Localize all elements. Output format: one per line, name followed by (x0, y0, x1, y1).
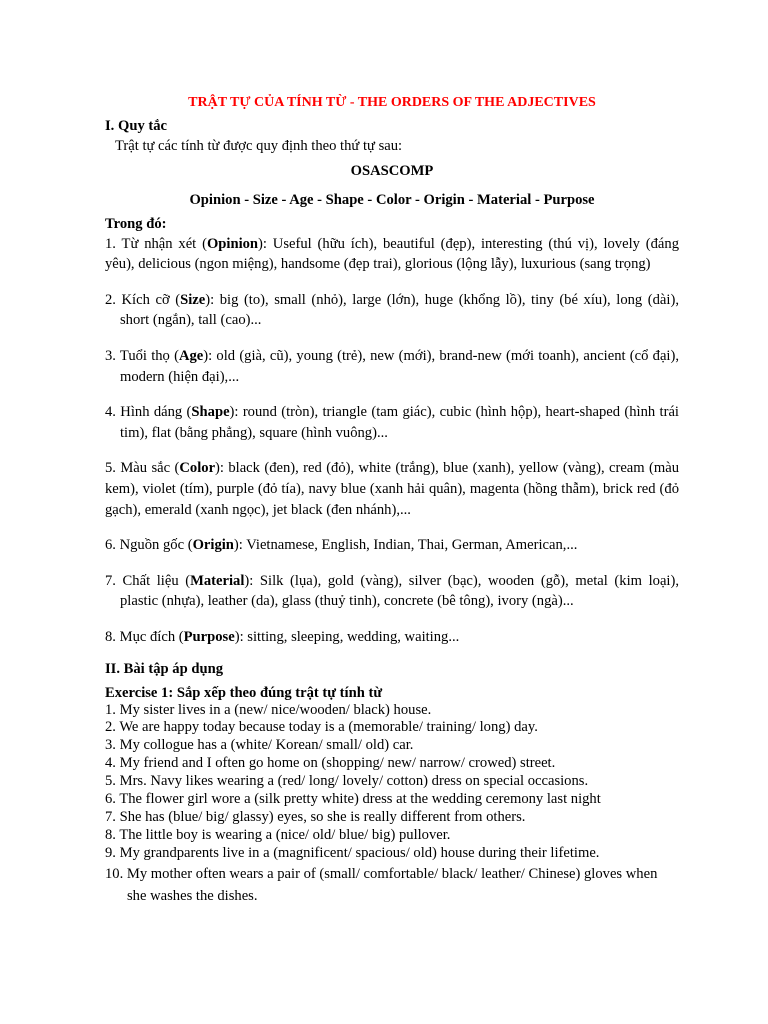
exercise-item: 5. Mrs. Navy likes wearing a (red/ long/ lovely/ cotton) dress on special occasions. (105, 773, 589, 790)
exercise-item: 9. My grandparents live in a (magnificent/ spacious/ old) house during their lifetime. (105, 844, 600, 861)
acronym: OSASCOMP (350, 162, 434, 179)
exercise-item: 8. The little boy is wearing a (nice/ old/ blue/ big) pullover. (105, 826, 451, 843)
rule-item-opinion: 1. Từ nhận xét (Opinion): Useful (hữu ích), beautiful (đẹp), interesting (thú vị), lovely (đáng yêu), delicious (ngon miệng), handsome (đẹp trai), glorious (lộng lẫy), luxurious (sang trọng) (105, 235, 679, 273)
exercise-item: 10. My mother often wears a pair of (small/ comfortable/ black/ leather/ Chinese) gloves when she washes the dishes. (105, 865, 658, 904)
document-page (105, 93, 679, 907)
rule-item-color: 5. Màu sắc (Color): black (đen), red (đỏ), white (trắng), blue (xanh), yellow (vàng), cream (màu kem), violet (tím), purple (đỏ tía), navy blue (xanh hải quân), magenta (hồng thẫm), brick red (đỏ gạch), emerald (xanh ngọc), jet black (đen nhánh),... (105, 460, 680, 518)
exercise-item: 3. My collogue has a (white/ Korean/ small/ old) car. (105, 737, 414, 754)
exercise-list (105, 702, 679, 907)
rule-item-material: 7. Chất liệu (Material): Silk (lụa), gold (vàng), silver (bạc), wooden (gỗ), metal (kim loại), plastic (nhựa), leather (da), glass (thuỷ tinh), concrete (bê tông), ivory (ngà)... (105, 572, 679, 610)
document-title: TRẬT TỰ CỦA TÍNH TỪ - THE ORDERS OF THE ADJECTIVES (188, 95, 596, 110)
where-label: Trong đó: (105, 215, 167, 232)
exercise-item: 6. The flower girl wore a (silk pretty white) dress at the wedding ceremony last night (105, 791, 601, 808)
exercise-item: 1. My sister lives in a (new/ nice/wooden/ black) house. (105, 701, 432, 718)
section-1-heading: I. Quy tắc (105, 118, 168, 134)
rule-item-size: 2. Kích cỡ (Size): big (to), small (nhỏ), large (lớn), huge (khổng lồ), tiny (bé xíu), long (dài), short (ngắn), tall (cao)... (105, 291, 679, 329)
adjective-order: Opinion - Size - Age - Shape - Color - Origin - Material - Purpose (189, 191, 595, 208)
exercise-item: 4. My friend and I often go home on (shopping/ new/ narrow/ crowed) street. (105, 755, 556, 772)
rule-item-age: 3. Tuổi thọ (Age): old (già, cũ), young (trẻ), new (mới), brand-new (mới toanh), ancient (cổ đại), modern (hiện đại),... (105, 347, 679, 385)
rule-item-shape: 4. Hình dáng (Shape): round (tròn), triangle (tam giác), cubic (hình hộp), heart-shaped (hình trái tim), flat (bằng phẳng), square (hình vuông)... (105, 404, 679, 441)
exercise-item: 2. We are happy today because today is a (memorable/ training/ long) day. (105, 719, 538, 736)
rule-intro: Trật tự các tính từ được quy định theo thứ tự sau: (115, 138, 403, 154)
rule-item-purpose: 8. Mục đích (Purpose): sitting, sleeping, wedding, waiting... (105, 628, 460, 645)
section-2-heading: II. Bài tập áp dụng (105, 660, 224, 677)
rule-item-origin: 6. Nguồn gốc (Origin): Vietnamese, English, Indian, Thai, German, American,... (105, 537, 578, 554)
exercise-item: 7. She has (blue/ big/ glassy) eyes, so she is really different from others. (105, 808, 526, 825)
exercise-title: Exercise 1: Sắp xếp theo đúng trật tự tính từ (105, 684, 383, 701)
